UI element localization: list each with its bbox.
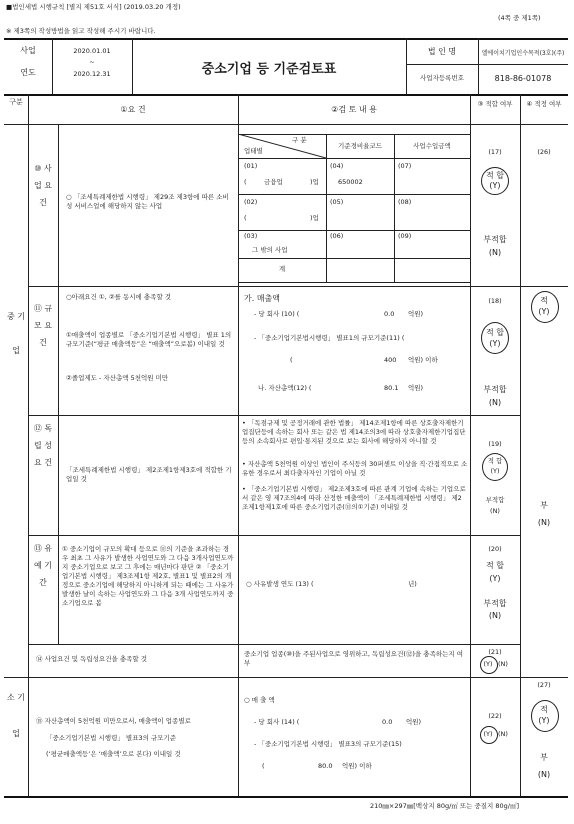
small-appr-n: (N) bbox=[537, 770, 551, 779]
scale-req1: ○아래요건 ①, ②를 동시에 충족할 것 bbox=[66, 293, 172, 301]
biz-fit-y: (Y) bbox=[489, 181, 501, 190]
small-fit-no: (22) bbox=[488, 712, 502, 720]
scale-fit: 적 합 bbox=[486, 328, 504, 337]
total-label: 계 bbox=[278, 265, 286, 273]
biz-label: ⑩ 사 업 요 건 bbox=[34, 164, 52, 207]
row1-suffix: )업 bbox=[310, 178, 319, 186]
scale-req3: ②졸업제도 - 자산총액 5천억원 미만 bbox=[66, 374, 169, 382]
row3-rev-no: (09) bbox=[398, 232, 412, 240]
scale-unfit: 부적합 bbox=[483, 385, 507, 394]
small-appr-b: 부 bbox=[540, 753, 548, 762]
grace-unfit: 부적합 bbox=[483, 599, 507, 608]
small-req-a: ⑮ 자산총액이 5천억원 미만으로서, 매출액이 업종별로 bbox=[36, 717, 191, 725]
summary-y: (Y) bbox=[483, 660, 493, 668]
scale-req2: ①매출액이 업종별로 「중소기업기본법 시행령」 별표 1의 규모기준(“평균 매출액등”은 “매출액”으로봄) 이내일 것 bbox=[66, 331, 232, 348]
row1-type: 금융업 bbox=[264, 178, 283, 186]
indep-requirement: 「조세특례제한법 시행령」 제2조제1항제3호에 적합한 기업일 것 bbox=[66, 466, 232, 483]
tbl-header-revenue: 사업수입금액 bbox=[413, 142, 451, 150]
indep-item-3: • 「중소기업기본법 시행령」 제2조제3호에 따른 관계 기업에 속하는 기업으로서 같은 영 제7조의4에 따라 산정한 매출액이 「조세특례제한법 시행령」 제2조제1항제1호에 따른 중소기업기준(⑪의①기준) 이내일 것 bbox=[242, 485, 466, 511]
row1-rev-no: (07) bbox=[398, 162, 412, 170]
row1-no: (01) bbox=[244, 162, 258, 170]
instruction-note: ※ 제3쪽의 작성방법을 읽고 작성해 주시기 바랍니다. bbox=[6, 27, 156, 35]
small-req-b: 「중소기업기본법 시행령」 별표3의 규모기준 bbox=[46, 734, 177, 742]
small-rule-unit: 억원) 이하 bbox=[342, 762, 372, 770]
col-requirement: ①요 건 bbox=[120, 105, 146, 114]
scale-rule-unit: 억원) 이하 bbox=[408, 356, 438, 364]
small-rule-value: 80.0 bbox=[318, 762, 333, 770]
small-appr-no: (27) bbox=[537, 681, 551, 689]
biz-year-label: 사업 bbox=[20, 46, 36, 55]
col-review: ②검 토 내 용 bbox=[331, 105, 377, 114]
row3-no: (03) bbox=[244, 232, 258, 240]
row2-rev-no: (08) bbox=[398, 198, 412, 206]
row3-code-no: (06) bbox=[330, 232, 344, 240]
row2-code-no: (05) bbox=[330, 198, 344, 206]
biz-fit: 적 합 bbox=[486, 171, 504, 180]
grace-fit: 적 합 bbox=[486, 561, 504, 570]
tbl-header-type: 업태별 bbox=[244, 147, 263, 155]
sme-label: 중 기 업 bbox=[7, 312, 25, 355]
small-rule-paren: ( bbox=[262, 762, 265, 770]
biz-appr-no: (26) bbox=[537, 148, 551, 156]
indep-fit-no: (19) bbox=[488, 440, 502, 448]
indep-item-1: • 「독점규제 및 공정거래에 관한 법률」 제14조제1항에 따른 상호출자제한기업집단등에 속하는 회사 또는 같은 법 제14조의3에 따라 상호출자제한기업집단등의 소속회사로 편입·통지된 것으로 보는 회사에 해당하지 아니할 것 bbox=[242, 419, 466, 445]
scale-rev-value: 0.0 bbox=[384, 310, 395, 318]
summary-review: 중소기업 업종(⑩)을 주된사업으로 영위하고, 독립성요건(⑫)을 충족하는지 여부 bbox=[244, 650, 464, 667]
scale-asset-label: 나. 자산총액(12) ( bbox=[258, 384, 312, 392]
col-category: 구분 bbox=[9, 98, 23, 106]
indep-label: ⑫ 독 립 성 요 건 bbox=[33, 424, 53, 467]
page-info: (4쪽 중 제1쪽) bbox=[498, 14, 541, 22]
corp-name: 엘에이치기업인수목적(3호)(주) bbox=[481, 50, 565, 57]
small-appr-y: (Y) bbox=[538, 716, 550, 725]
biz-type-table: 구 분 업태별 기준경비율코드 사업수입금액 (01) ( 금융업 )업 (04) 650002 (07) (02) ( )업 (05) (08) (03) 그 밖의 사업 (06) (09) 계 bbox=[238, 134, 470, 282]
grace-review-unit: 년) bbox=[408, 580, 417, 588]
small-rev-value: 0.0 bbox=[382, 718, 393, 726]
year-label: 연도 bbox=[20, 68, 36, 77]
scale-label: ⑪ 규 모 요 건 bbox=[33, 304, 53, 347]
date-tilde: ~ bbox=[89, 58, 95, 66]
row3-type: 그 밖의 사업 bbox=[252, 246, 288, 254]
form-rule-line: ■법인세법 시행규칙 [별지 제51호 서식] (2019.03.20 개정) bbox=[6, 3, 181, 11]
small-n: (N) bbox=[498, 730, 508, 738]
grace-label: ⑬ 유 예 기 간 bbox=[33, 544, 53, 587]
row2-suffix: )업 bbox=[310, 214, 319, 222]
scale-rule-value: 400 bbox=[384, 356, 397, 364]
small-appr: 적 bbox=[540, 705, 548, 714]
small-y: (Y) bbox=[483, 730, 493, 738]
form-title: 중소기업 등 기준검토표 bbox=[201, 62, 337, 77]
scale-fit-y: (Y) bbox=[489, 339, 501, 348]
col-fit: ③ 적합 여부 bbox=[477, 100, 513, 108]
biz-no: 818-86-01078 bbox=[494, 74, 552, 83]
indep-fit-y: (Y) bbox=[490, 467, 500, 475]
indep-appr-n: (N) bbox=[537, 518, 551, 527]
scale-asset-value: 80.1 bbox=[384, 384, 399, 392]
grace-fit-y: (Y) bbox=[489, 574, 501, 583]
summary-requirement: ⑭ 사업요건 및 독립성요건을 충족할 것 bbox=[36, 655, 148, 663]
biz-fit-no: (17) bbox=[488, 148, 502, 156]
scale-rev-label: 가. 매출액 bbox=[244, 294, 280, 303]
corp-name-label: 법 인 명 bbox=[427, 47, 457, 56]
grace-requirement: ① 중소기업이 규모의 확대 등으로 ⑪의 기준을 초과하는 경우 최초 그 사유가 발생한 사업연도와 그 다음 3개사업연도까지 중소기업으로 보고 그 후에는 매년마다 판단 ② 「중소기업기본법 시행령」 제3조제1항 제2호, 별표1 및 별표2의 개정으로 중소기업에 해당하지 아니하게 되는 때에는 그 사유가 발생한 날이 속하는 사업연도와 그 다음 3개 사업연도까지 중소기업으로 봄 bbox=[62, 545, 234, 607]
small-label: 소 기 업 bbox=[7, 693, 25, 738]
scale-appr-y: (Y) bbox=[538, 307, 550, 316]
grace-fit-no: (20) bbox=[488, 545, 502, 553]
paper-spec: 210㎜×297㎜[백상지 80g/㎡ 또는 중질지 80g/㎡] bbox=[370, 802, 520, 810]
col-appropriate: ④ 적정 여부 bbox=[526, 100, 562, 108]
tbl-header-code: 기준경비율코드 bbox=[338, 142, 382, 150]
indep-unfit: 부적합 bbox=[485, 496, 505, 504]
grace-review: ○ 사유발생 연도 (13) ( bbox=[246, 580, 314, 588]
scale-asset-unit: 억원) bbox=[408, 384, 424, 392]
scale-appr: 적 bbox=[540, 296, 548, 305]
scale-rev-line: - 당 회사 (10) ( bbox=[254, 310, 300, 318]
indep-item-2: • 자산총액 5천억원 이상인 법인이 주식등의 30퍼센트 이상을 직·간접적으로 소유한 경우로서 최다출자자인 기업이 아닐 것 bbox=[242, 460, 468, 477]
scale-unfit-n: (N) bbox=[488, 398, 502, 407]
biz-requirement: ○ 「조세특례제한법 시행령」 제29조 제3항에 따른 소비성 서비스업에 해당하지 않는 사업 bbox=[66, 193, 229, 210]
summary-fit-no: (21) bbox=[488, 648, 502, 656]
small-rev-unit: 억원) bbox=[406, 718, 422, 726]
small-rev-line: - 당 회사 (14) ( bbox=[254, 718, 300, 726]
biz-unfit-n: (N) bbox=[488, 248, 502, 257]
summary-n: (N) bbox=[498, 660, 508, 668]
indep-unfit-n: (N) bbox=[490, 507, 500, 515]
date-to: 2020.12.31 bbox=[73, 70, 111, 78]
biz-unfit: 부적합 bbox=[483, 235, 507, 244]
date-from: 2020.01.01 bbox=[73, 47, 111, 55]
biz-no-label: 사업자등록번호 bbox=[420, 74, 464, 82]
tbl-header-gubun: 구 분 bbox=[292, 136, 307, 144]
row1-code-no: (04) bbox=[330, 162, 344, 170]
small-rule-line: - 「중소기업기본법 시행령」 별표3의 규모기준(15) bbox=[254, 740, 402, 748]
row1-code: 650002 bbox=[338, 178, 363, 186]
indep-appr: 부 bbox=[540, 501, 548, 510]
grace-unfit-n: (N) bbox=[488, 611, 502, 620]
indep-fit: 적 합 bbox=[487, 457, 503, 465]
scale-rule-line: - 「중소기업기본법시행령」 별표1의 규모기준(11) ( bbox=[254, 334, 405, 342]
small-rev-label: ○ 매 출 액 bbox=[244, 696, 275, 704]
row2-no: (02) bbox=[244, 198, 258, 206]
scale-fit-no: (18) bbox=[488, 297, 502, 305]
small-req-c: (‘평균매출액등’은 ‘매출액’으로 본다) 이내일 것 bbox=[46, 750, 181, 758]
scale-rev-unit: 억원) bbox=[408, 310, 424, 318]
